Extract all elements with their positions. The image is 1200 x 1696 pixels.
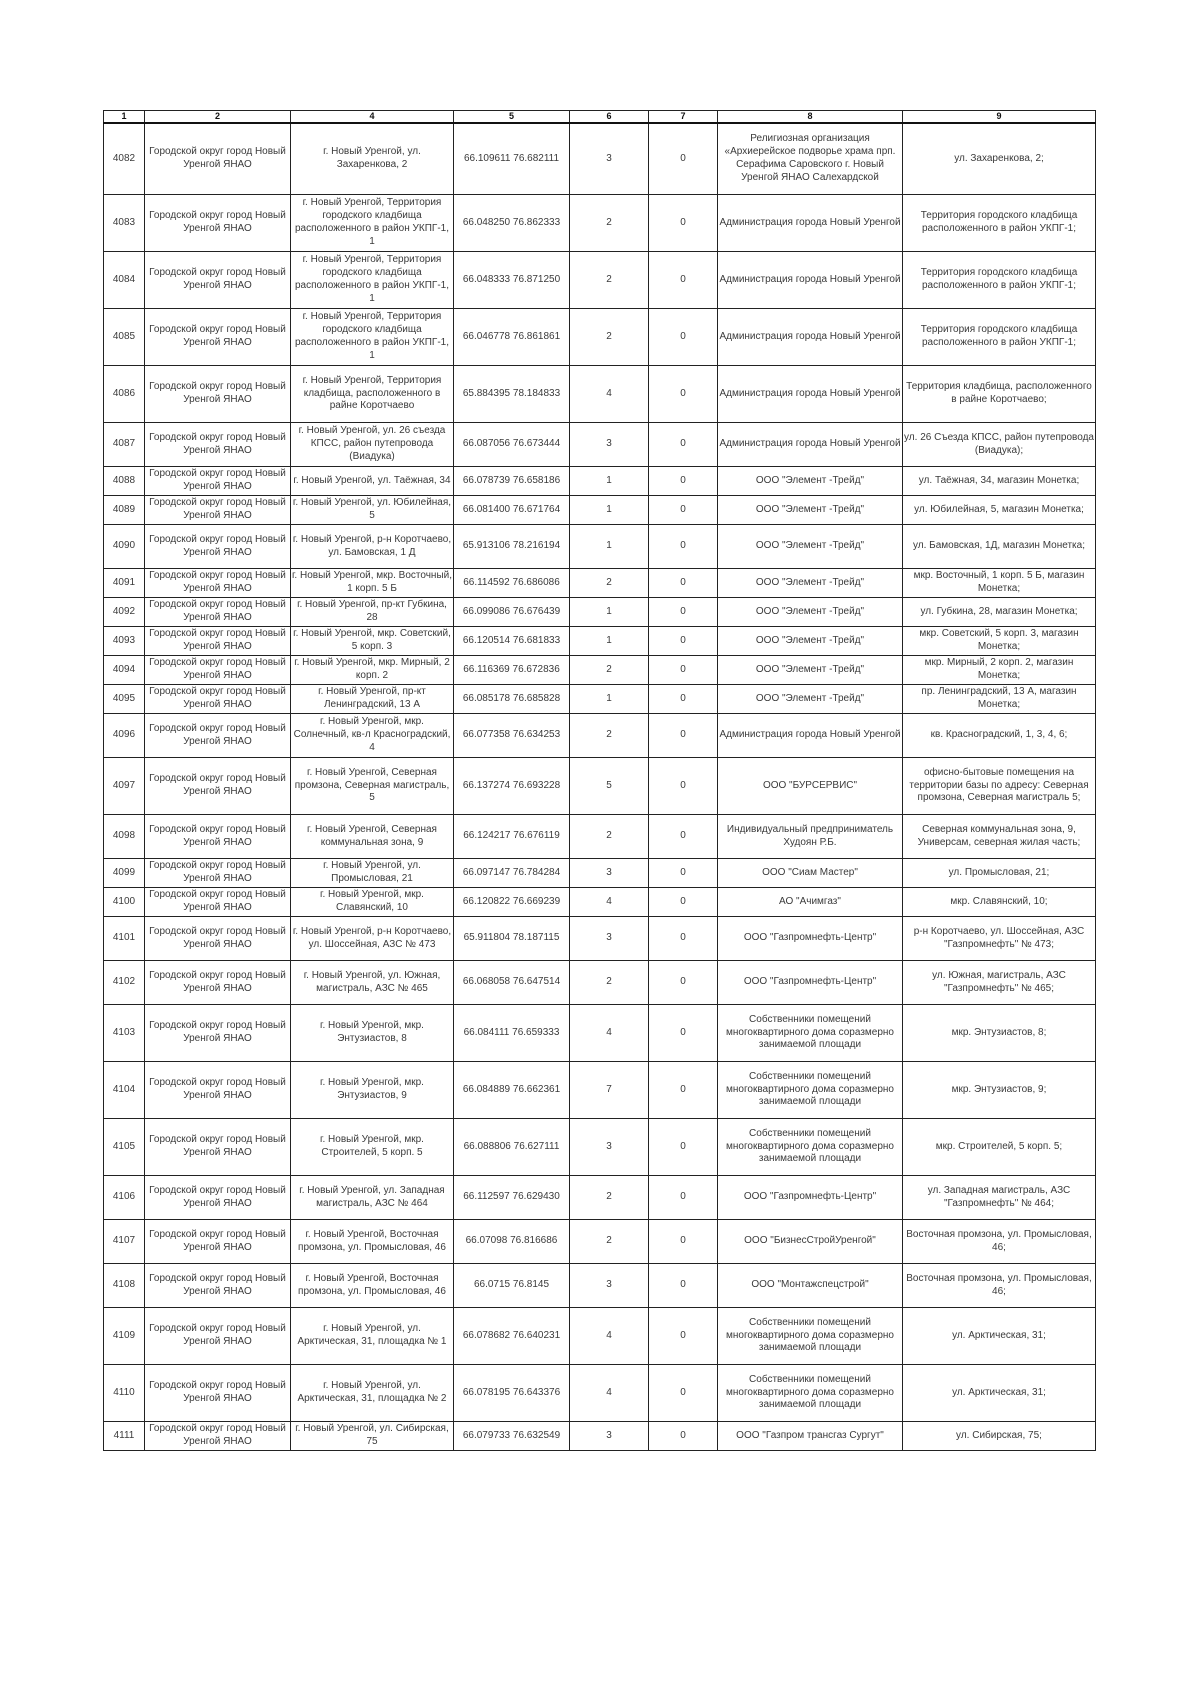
coordinates-cell: 66.078195 76.643376 [454, 1365, 570, 1422]
table-row [104, 714, 1096, 758]
coordinates-cell: 66.137274 76.693228 [454, 758, 570, 815]
owner-cell: ООО "БУРСЕРВИС" [718, 758, 903, 815]
table-row [104, 252, 1096, 309]
value-cell: 0 [649, 423, 718, 467]
owner-cell: ООО "Элемент -Трейд" [718, 656, 903, 685]
owner-cell: ООО "БизнесСтройУренгой" [718, 1220, 903, 1264]
address-cell: г. Новый Уренгой, мкр. Советский, 5 корп. 3 [291, 627, 454, 656]
municipality-cell: Городской округ город Новый Уренгой ЯНАО [145, 1308, 291, 1365]
table-row [104, 309, 1096, 366]
value-cell: 0 [649, 859, 718, 888]
value-cell: 0 [649, 496, 718, 525]
municipality-cell: Городской округ город Новый Уренгой ЯНАО [145, 815, 291, 859]
owner-cell: Администрация города Новый Уренгой [718, 423, 903, 467]
coordinates-cell: 66.078682 76.640231 [454, 1308, 570, 1365]
coordinates-cell: 66.0715 76.8145 [454, 1264, 570, 1308]
value-cell: 3 [570, 1422, 649, 1451]
value-cell: 0 [649, 685, 718, 714]
source-cell: офисно-бытовые помещения на территории базы по адресу: Северная промзона, Северная магистраль 5; [903, 758, 1096, 815]
coordinates-cell: 66.114592 76.686086 [454, 569, 570, 598]
column-header: 1 [104, 111, 145, 124]
source-cell: ул. Западная магистраль, АЗС "Газпромнефть" № 464; [903, 1176, 1096, 1220]
source-cell: ул. 26 Съезда КПСС, район путепровода (Виадука); [903, 423, 1096, 467]
value-cell: 0 [649, 888, 718, 917]
coordinates-cell: 66.109611 76.682111 [454, 123, 570, 195]
table-row [104, 598, 1096, 627]
value-cell: 2 [570, 656, 649, 685]
value-cell: 0 [649, 1264, 718, 1308]
municipality-cell: Городской округ город Новый Уренгой ЯНАО [145, 1220, 291, 1264]
address-cell: г. Новый Уренгой, Территория городского кладбища расположенного в район УКПГ-1, 1 [291, 309, 454, 366]
address-cell: г. Новый Уренгой, мкр. Энтузиастов, 8 [291, 1005, 454, 1062]
address-cell: г. Новый Уренгой, ул. Сибирская, 75 [291, 1422, 454, 1451]
coordinates-cell: 65.911804 78.187115 [454, 917, 570, 961]
coordinates-cell: 66.085178 76.685828 [454, 685, 570, 714]
column-header: 2 [145, 111, 291, 124]
municipality-cell: Городской округ город Новый Уренгой ЯНАО [145, 627, 291, 656]
table-row [104, 366, 1096, 423]
table-row [104, 525, 1096, 569]
coordinates-cell: 66.048333 76.871250 [454, 252, 570, 309]
source-cell: Северная коммунальная зона, 9, Универсам, северная жилая часть; [903, 815, 1096, 859]
table-row [104, 569, 1096, 598]
value-cell: 0 [649, 1365, 718, 1422]
owner-cell: Администрация города Новый Уренгой [718, 309, 903, 366]
value-cell: 0 [649, 195, 718, 252]
value-cell: 0 [649, 1422, 718, 1451]
municipality-cell: Городской округ город Новый Уренгой ЯНАО [145, 859, 291, 888]
coordinates-cell: 66.07098 76.816686 [454, 1220, 570, 1264]
address-cell: г. Новый Уренгой, Территория городского кладбища расположенного в район УКПГ-1, 1 [291, 252, 454, 309]
source-cell: мкр. Мирный, 2 корп. 2, магазин Монетка; [903, 656, 1096, 685]
municipality-cell: Городской округ город Новый Уренгой ЯНАО [145, 685, 291, 714]
column-header: 7 [649, 111, 718, 124]
row-id-cell: 4088 [104, 467, 145, 496]
value-cell: 2 [570, 195, 649, 252]
header-row [104, 111, 1096, 124]
source-cell: ул. Юбилейная, 5, магазин Монетка; [903, 496, 1096, 525]
value-cell: 0 [649, 309, 718, 366]
owner-cell: Собственники помещений многоквартирного дома соразмерно занимаемой площади [718, 1308, 903, 1365]
address-cell: г. Новый Уренгой, Северная коммунальная зона, 9 [291, 815, 454, 859]
address-cell: г. Новый Уренгой, пр-кт Губкина, 28 [291, 598, 454, 627]
owner-cell: ООО "Элемент -Трейд" [718, 685, 903, 714]
value-cell: 0 [649, 1220, 718, 1264]
owner-cell: ООО "Газпромнефть-Центр" [718, 961, 903, 1005]
source-cell: ул. Губкина, 28, магазин Монетка; [903, 598, 1096, 627]
value-cell: 4 [570, 1308, 649, 1365]
value-cell: 0 [649, 1062, 718, 1119]
value-cell: 1 [570, 467, 649, 496]
value-cell: 1 [570, 525, 649, 569]
municipality-cell: Городской округ город Новый Уренгой ЯНАО [145, 467, 291, 496]
row-id-cell: 4086 [104, 366, 145, 423]
owner-cell: Собственники помещений многоквартирного дома соразмерно занимаемой площади [718, 1005, 903, 1062]
source-cell: Территория кладбища, расположенного в райне Коротчаево; [903, 366, 1096, 423]
row-id-cell: 4105 [104, 1119, 145, 1176]
value-cell: 2 [570, 815, 649, 859]
municipality-cell: Городской округ город Новый Уренгой ЯНАО [145, 252, 291, 309]
source-cell: ул. Сибирская, 75; [903, 1422, 1096, 1451]
row-id-cell: 4094 [104, 656, 145, 685]
coordinates-cell: 66.068058 76.647514 [454, 961, 570, 1005]
table-row [104, 195, 1096, 252]
coordinates-cell: 66.078739 76.658186 [454, 467, 570, 496]
source-cell: мкр. Энтузиастов, 8; [903, 1005, 1096, 1062]
source-cell: Территория городского кладбища расположенного в район УКПГ-1; [903, 309, 1096, 366]
row-id-cell: 4098 [104, 815, 145, 859]
source-cell: мкр. Энтузиастов, 9; [903, 1062, 1096, 1119]
source-cell: ул. Бамовская, 1Д, магазин Монетка; [903, 525, 1096, 569]
value-cell: 4 [570, 1365, 649, 1422]
value-cell: 0 [649, 1005, 718, 1062]
source-cell: ул. Таёжная, 34, магазин Монетка; [903, 467, 1096, 496]
owner-cell: ООО "Монтажспецстрой" [718, 1264, 903, 1308]
row-id-cell: 4096 [104, 714, 145, 758]
value-cell: 1 [570, 627, 649, 656]
owner-cell: ООО "Элемент -Трейд" [718, 598, 903, 627]
address-cell: г. Новый Уренгой, Территория кладбища, расположенного в райне Коротчаево [291, 366, 454, 423]
row-id-cell: 4104 [104, 1062, 145, 1119]
municipality-cell: Городской округ город Новый Уренгой ЯНАО [145, 1264, 291, 1308]
address-cell: г. Новый Уренгой, Восточная промзона, ул. Промысловая, 46 [291, 1264, 454, 1308]
column-header: 9 [903, 111, 1096, 124]
source-cell: мкр. Строителей, 5 корп. 5; [903, 1119, 1096, 1176]
value-cell: 4 [570, 1005, 649, 1062]
value-cell: 0 [649, 714, 718, 758]
coordinates-cell: 66.088806 76.627111 [454, 1119, 570, 1176]
value-cell: 2 [570, 569, 649, 598]
source-cell: мкр. Славянский, 10; [903, 888, 1096, 917]
table-row [104, 685, 1096, 714]
coordinates-cell: 66.124217 76.676119 [454, 815, 570, 859]
address-cell: г. Новый Уренгой, ул. Южная, магистраль, АЗС № 465 [291, 961, 454, 1005]
value-cell: 0 [649, 917, 718, 961]
value-cell: 0 [649, 1176, 718, 1220]
owner-cell: АО "Ачимгаз" [718, 888, 903, 917]
table-row [104, 1176, 1096, 1220]
coordinates-cell: 66.087056 76.673444 [454, 423, 570, 467]
value-cell: 0 [649, 525, 718, 569]
value-cell: 3 [570, 1264, 649, 1308]
address-cell: г. Новый Уренгой, мкр. Мирный, 2 корп. 2 [291, 656, 454, 685]
coordinates-cell: 66.077358 76.634253 [454, 714, 570, 758]
row-id-cell: 4100 [104, 888, 145, 917]
value-cell: 0 [649, 758, 718, 815]
row-id-cell: 4110 [104, 1365, 145, 1422]
table-row [104, 1119, 1096, 1176]
value-cell: 1 [570, 685, 649, 714]
table-row [104, 423, 1096, 467]
value-cell: 3 [570, 859, 649, 888]
value-cell: 0 [649, 1308, 718, 1365]
owner-cell: ООО "Элемент -Трейд" [718, 496, 903, 525]
row-id-cell: 4085 [104, 309, 145, 366]
row-id-cell: 4097 [104, 758, 145, 815]
value-cell: 2 [570, 1220, 649, 1264]
coordinates-cell: 66.112597 76.629430 [454, 1176, 570, 1220]
coordinates-cell: 66.120822 76.669239 [454, 888, 570, 917]
address-cell: г. Новый Уренгой, Территория городского кладбища расположенного в район УКПГ-1, 1 [291, 195, 454, 252]
value-cell: 0 [649, 252, 718, 309]
table-row [104, 1062, 1096, 1119]
coordinates-cell: 65.884395 78.184833 [454, 366, 570, 423]
source-cell: мкр. Восточный, 1 корп. 5 Б, магазин Монетка; [903, 569, 1096, 598]
municipality-cell: Городской округ город Новый Уренгой ЯНАО [145, 656, 291, 685]
address-cell: г. Новый Уренгой, ул. Захаренкова, 2 [291, 123, 454, 195]
value-cell: 0 [649, 961, 718, 1005]
value-cell: 2 [570, 1176, 649, 1220]
row-id-cell: 4084 [104, 252, 145, 309]
column-header: 8 [718, 111, 903, 124]
source-cell: Восточная промзона, ул. Промысловая, 46; [903, 1220, 1096, 1264]
row-id-cell: 4091 [104, 569, 145, 598]
address-cell: г. Новый Уренгой, мкр. Строителей, 5 корп. 5 [291, 1119, 454, 1176]
coordinates-cell: 66.084111 76.659333 [454, 1005, 570, 1062]
column-header: 6 [570, 111, 649, 124]
value-cell: 0 [649, 366, 718, 423]
coordinates-cell: 66.120514 76.681833 [454, 627, 570, 656]
owner-cell: ООО "Газпромнефть-Центр" [718, 1176, 903, 1220]
owner-cell: Собственники помещений многоквартирного дома соразмерно занимаемой площади [718, 1062, 903, 1119]
municipality-cell: Городской округ город Новый Уренгой ЯНАО [145, 1176, 291, 1220]
table-row [104, 123, 1096, 195]
column-header: 5 [454, 111, 570, 124]
row-id-cell: 4109 [104, 1308, 145, 1365]
table-row [104, 1365, 1096, 1422]
table-row [104, 758, 1096, 815]
coordinates-cell: 66.081400 76.671764 [454, 496, 570, 525]
address-cell: г. Новый Уренгой, ул. Юбилейная, 5 [291, 496, 454, 525]
table-row [104, 496, 1096, 525]
row-id-cell: 4095 [104, 685, 145, 714]
table-row [104, 1005, 1096, 1062]
value-cell: 4 [570, 366, 649, 423]
column-header: 4 [291, 111, 454, 124]
owner-cell: Индивидуальный предприниматель Худоян Р.Б. [718, 815, 903, 859]
municipality-cell: Городской округ город Новый Уренгой ЯНАО [145, 598, 291, 627]
row-id-cell: 4102 [104, 961, 145, 1005]
row-id-cell: 4108 [104, 1264, 145, 1308]
owner-cell: ООО "Элемент -Трейд" [718, 569, 903, 598]
table-row [104, 656, 1096, 685]
owner-cell: Администрация города Новый Уренгой [718, 366, 903, 423]
row-id-cell: 4087 [104, 423, 145, 467]
address-cell: г. Новый Уренгой, мкр. Солнечный, кв-л Красноградский, 4 [291, 714, 454, 758]
table-row [104, 1422, 1096, 1451]
municipality-cell: Городской округ город Новый Уренгой ЯНАО [145, 366, 291, 423]
value-cell: 3 [570, 917, 649, 961]
coordinates-cell: 66.079733 76.632549 [454, 1422, 570, 1451]
value-cell: 3 [570, 423, 649, 467]
value-cell: 0 [649, 1119, 718, 1176]
row-id-cell: 4106 [104, 1176, 145, 1220]
address-cell: г. Новый Уренгой, ул. Западная магистраль, АЗС № 464 [291, 1176, 454, 1220]
table-row [104, 917, 1096, 961]
value-cell: 0 [649, 815, 718, 859]
source-cell: ул. Арктическая, 31; [903, 1308, 1096, 1365]
municipality-cell: Городской округ город Новый Уренгой ЯНАО [145, 1119, 291, 1176]
value-cell: 2 [570, 714, 649, 758]
address-cell: г. Новый Уренгой, мкр. Энтузиастов, 9 [291, 1062, 454, 1119]
value-cell: 4 [570, 888, 649, 917]
coordinates-cell: 66.084889 76.662361 [454, 1062, 570, 1119]
municipality-cell: Городской округ город Новый Уренгой ЯНАО [145, 1005, 291, 1062]
source-cell: ул. Промысловая, 21; [903, 859, 1096, 888]
value-cell: 3 [570, 123, 649, 195]
source-cell: ул. Захаренкова, 2; [903, 123, 1096, 195]
address-cell: г. Новый Уренгой, ул. Арктическая, 31, площадка № 2 [291, 1365, 454, 1422]
municipality-cell: Городской округ город Новый Уренгой ЯНАО [145, 496, 291, 525]
address-cell: г. Новый Уренгой, мкр. Восточный, 1 корп. 5 Б [291, 569, 454, 598]
municipality-cell: Городской округ город Новый Уренгой ЯНАО [145, 961, 291, 1005]
municipality-cell: Городской округ город Новый Уренгой ЯНАО [145, 1422, 291, 1451]
value-cell: 1 [570, 598, 649, 627]
table-row [104, 1220, 1096, 1264]
table-row [104, 627, 1096, 656]
owner-cell: Собственники помещений многоквартирного дома соразмерно занимаемой площади [718, 1365, 903, 1422]
value-cell: 7 [570, 1062, 649, 1119]
municipality-cell: Городской округ город Новый Уренгой ЯНАО [145, 569, 291, 598]
source-cell: пр. Ленинградский, 13 А, магазин Монетка; [903, 685, 1096, 714]
address-cell: г. Новый Уренгой, Восточная промзона, ул. Промысловая, 46 [291, 1220, 454, 1264]
address-cell: г. Новый Уренгой, пр-кт Ленинградский, 13 А [291, 685, 454, 714]
value-cell: 0 [649, 467, 718, 496]
owner-cell: ООО "Элемент -Трейд" [718, 467, 903, 496]
table-row [104, 815, 1096, 859]
value-cell: 5 [570, 758, 649, 815]
source-cell: Восточная промзона, ул. Промысловая, 46; [903, 1264, 1096, 1308]
owner-cell: ООО "Газпром трансгаз Сургут" [718, 1422, 903, 1451]
table-row [104, 1308, 1096, 1365]
owner-cell: Администрация города Новый Уренгой [718, 252, 903, 309]
source-cell: кв. Красноградский, 1, 3, 4, 6; [903, 714, 1096, 758]
municipality-cell: Городской округ город Новый Уренгой ЯНАО [145, 714, 291, 758]
municipality-cell: Городской округ город Новый Уренгой ЯНАО [145, 123, 291, 195]
table-row [104, 1264, 1096, 1308]
address-cell: г. Новый Уренгой, р-н Коротчаево, ул. Шоссейная, АЗС № 473 [291, 917, 454, 961]
address-cell: г. Новый Уренгой, ул. Промысловая, 21 [291, 859, 454, 888]
municipality-cell: Городской округ город Новый Уренгой ЯНАО [145, 423, 291, 467]
value-cell: 2 [570, 252, 649, 309]
row-id-cell: 4099 [104, 859, 145, 888]
owner-cell: ООО "Сиам Мастер" [718, 859, 903, 888]
source-cell: мкр. Советский, 5 корп. 3, магазин Монетка; [903, 627, 1096, 656]
value-cell: 1 [570, 496, 649, 525]
row-id-cell: 4107 [104, 1220, 145, 1264]
row-id-cell: 4101 [104, 917, 145, 961]
owner-cell: ООО "Газпромнефть-Центр" [718, 917, 903, 961]
value-cell: 0 [649, 569, 718, 598]
source-cell: р-н Коротчаево, ул. Шоссейная, АЗС "Газпромнефть" № 473; [903, 917, 1096, 961]
coordinates-cell: 66.046778 76.861861 [454, 309, 570, 366]
row-id-cell: 4083 [104, 195, 145, 252]
value-cell: 3 [570, 1119, 649, 1176]
address-cell: г. Новый Уренгой, мкр. Славянский, 10 [291, 888, 454, 917]
value-cell: 0 [649, 598, 718, 627]
address-cell: г. Новый Уренгой, Северная промзона, Северная магистраль, 5 [291, 758, 454, 815]
row-id-cell: 4092 [104, 598, 145, 627]
owner-cell: ООО "Элемент -Трейд" [718, 627, 903, 656]
owner-cell: ООО "Элемент -Трейд" [718, 525, 903, 569]
address-cell: г. Новый Уренгой, ул. Арктическая, 31, площадка № 1 [291, 1308, 454, 1365]
source-cell: Территория городского кладбища расположенного в район УКПГ-1; [903, 195, 1096, 252]
row-id-cell: 4090 [104, 525, 145, 569]
coordinates-cell: 66.048250 76.862333 [454, 195, 570, 252]
table-row [104, 888, 1096, 917]
municipality-cell: Городской округ город Новый Уренгой ЯНАО [145, 1062, 291, 1119]
address-cell: г. Новый Уренгой, р-н Коротчаево, ул. Бамовская, 1 Д [291, 525, 454, 569]
owner-cell: Администрация города Новый Уренгой [718, 195, 903, 252]
row-id-cell: 4082 [104, 123, 145, 195]
coordinates-cell: 65.913106 78.216194 [454, 525, 570, 569]
table-row [104, 467, 1096, 496]
row-id-cell: 4093 [104, 627, 145, 656]
coordinates-cell: 66.097147 76.784284 [454, 859, 570, 888]
address-cell: г. Новый Уренгой, ул. Таёжная, 34 [291, 467, 454, 496]
owner-cell: Собственники помещений многоквартирного дома соразмерно занимаемой площади [718, 1119, 903, 1176]
table-row [104, 859, 1096, 888]
owner-cell: Администрация города Новый Уренгой [718, 714, 903, 758]
municipality-cell: Городской округ город Новый Уренгой ЯНАО [145, 1365, 291, 1422]
owner-cell: Религиозная организация «Архиерейское подворье храма прп. Серафима Саровского г. Новый Уренгой ЯНАО Салехардской [718, 123, 903, 195]
value-cell: 0 [649, 627, 718, 656]
value-cell: 0 [649, 656, 718, 685]
value-cell: 0 [649, 123, 718, 195]
municipality-cell: Городской округ город Новый Уренгой ЯНАО [145, 888, 291, 917]
source-cell: Территория городского кладбища расположенного в район УКПГ-1; [903, 252, 1096, 309]
municipality-cell: Городской округ город Новый Уренгой ЯНАО [145, 309, 291, 366]
value-cell: 2 [570, 961, 649, 1005]
row-id-cell: 4089 [104, 496, 145, 525]
row-id-cell: 4103 [104, 1005, 145, 1062]
source-cell: ул. Южная, магистраль, АЗС "Газпромнефть" № 465; [903, 961, 1096, 1005]
municipality-cell: Городской округ город Новый Уренгой ЯНАО [145, 195, 291, 252]
registry-table [103, 110, 1096, 1451]
address-cell: г. Новый Уренгой, ул. 26 съезда КПСС, район путепровода (Виадука) [291, 423, 454, 467]
municipality-cell: Городской округ город Новый Уренгой ЯНАО [145, 758, 291, 815]
municipality-cell: Городской округ город Новый Уренгой ЯНАО [145, 525, 291, 569]
table-row [104, 961, 1096, 1005]
municipality-cell: Городской округ город Новый Уренгой ЯНАО [145, 917, 291, 961]
value-cell: 2 [570, 309, 649, 366]
coordinates-cell: 66.116369 76.672836 [454, 656, 570, 685]
row-id-cell: 4111 [104, 1422, 145, 1451]
coordinates-cell: 66.099086 76.676439 [454, 598, 570, 627]
source-cell: ул. Арктическая, 31; [903, 1365, 1096, 1422]
